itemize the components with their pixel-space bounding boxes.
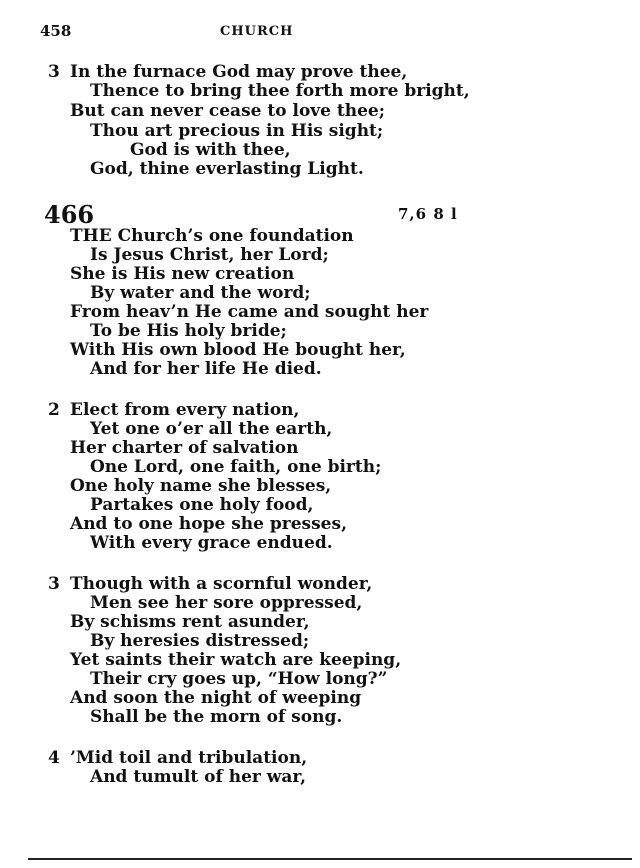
verse-line: Her charter of salvation (70, 438, 299, 458)
verse-line: One Lord, one faith, one birth; (90, 457, 382, 477)
verse-line: She is His new creation (70, 264, 295, 284)
verse-line: THE Church’s one foundation (70, 226, 354, 246)
verse-line: Partakes one holy food, (90, 495, 314, 515)
verse-line: But can never cease to love thee; (70, 101, 386, 121)
bottom-rule (28, 858, 632, 860)
verse-line: God, thine everlasting Light. (90, 159, 364, 179)
verse-line: Thou art precious in His sight; (90, 121, 384, 141)
verse-number: 3 (48, 62, 60, 82)
verse-number: 3 (48, 574, 60, 594)
verse-line: Men see her sore oppressed, (90, 593, 363, 613)
section-title: CHURCH (220, 24, 294, 39)
verse-line: In the furnace God may prove thee, (70, 62, 408, 82)
page-header (0, 22, 640, 46)
verse-line: And to one hope she presses, (70, 514, 347, 534)
verse-line: ’Mid toil and tribulation, (70, 748, 308, 768)
hymn-number: 466 (44, 200, 95, 229)
verse-line: Yet one o’er all the earth, (90, 419, 333, 439)
verse-line: To be His holy bride; (90, 321, 287, 341)
verse-line: And soon the night of weeping (70, 688, 362, 708)
verse-number: 2 (48, 400, 60, 420)
verse-line: By water and the word; (90, 283, 311, 303)
hymn-meter: 7,6 8 l (398, 205, 458, 223)
verse-line: Though with a scornful wonder, (70, 574, 373, 594)
verse-line: Thence to bring thee forth more bright, (90, 81, 470, 101)
verse-line: God is with thee, (130, 140, 291, 160)
verse-line: Shall be the morn of song. (90, 707, 343, 727)
verse-number: 4 (48, 748, 60, 768)
verse-line: Their cry goes up, “How long?” (90, 669, 388, 689)
verse-line: With His own blood He bought her, (70, 340, 406, 360)
page-number: 458 (40, 22, 72, 40)
verse-line: And tumult of her war, (90, 767, 307, 787)
verse-line: By heresies distressed; (90, 631, 310, 651)
verse-line: Yet saints their watch are keeping, (70, 650, 402, 670)
verse-line: From heav’n He came and sought her (70, 302, 429, 322)
verse-line: With every grace endued. (90, 533, 333, 553)
verse-line: Is Jesus Christ, her Lord; (90, 245, 329, 265)
verse-line: One holy name she blesses, (70, 476, 332, 496)
verse-line: By schisms rent asunder, (70, 612, 310, 632)
verse-line: And for her life He died. (90, 359, 322, 379)
verse-line: Elect from every nation, (70, 400, 300, 420)
